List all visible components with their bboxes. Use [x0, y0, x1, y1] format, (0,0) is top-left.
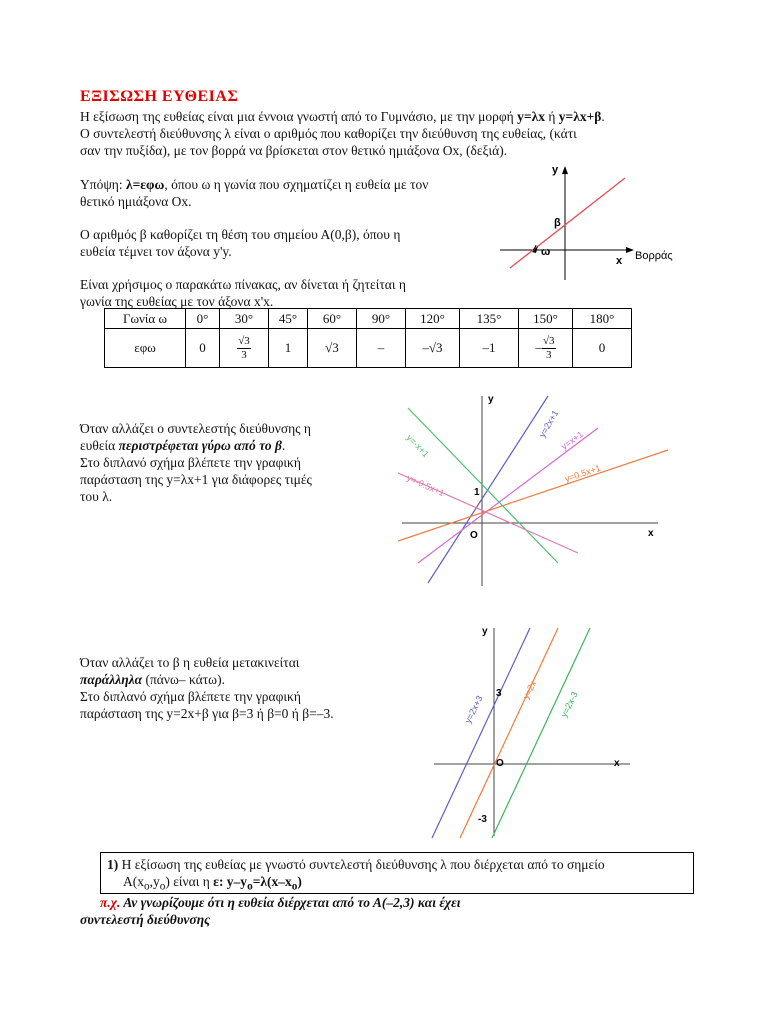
intro-line1: Η εξίσωση της ευθείας είναι μια έννοια γνωστή από το Γυμνάσιο, με την μορφή	[80, 109, 518, 124]
tan-cell: –1	[460, 329, 519, 368]
label-minus-half-x-plus-1: y=-0.5x+1	[405, 472, 446, 499]
fig3-x-label: x	[614, 758, 620, 769]
table-intro-line1: Είναι χρήσιμος ο παρακάτω πίνακας, αν δίνεται ή ζητείται η	[80, 277, 406, 292]
tan-cell: 1	[269, 329, 308, 368]
page-title: ΕΞΙΣΩΣΗ ΕΥΘΕΙΑΣ	[80, 88, 239, 105]
beta-line1: Ο αριθμός β καθορίζει τη θέση του σημείου Α(0,β), όπου η	[80, 227, 401, 242]
beta-paragraph	[80, 226, 400, 260]
note-paragraph	[80, 176, 428, 210]
rotate-paragraph	[80, 420, 312, 505]
fig3-origin-label: O	[496, 758, 504, 769]
tan-cell: –	[357, 329, 406, 368]
label-minus-x-plus-1: y=-x+1	[404, 432, 431, 460]
fig1-y-label: y	[552, 164, 559, 176]
fig1-north-label: Βορράς	[635, 250, 673, 262]
note-formula: λ=εφω	[125, 177, 165, 192]
angle-cell: 0°	[186, 309, 220, 329]
intro-line3: σαν την πυξίδα), με τον βορρά να βρίσκεται στον θετικό ημιάξονα Οx, (δεξιά).	[80, 143, 508, 158]
line-2x-plus-3	[432, 628, 530, 838]
tan-header: εφω	[105, 329, 186, 368]
tan-cell	[220, 329, 269, 368]
formula-y-lx-b: y=λx+β	[558, 109, 602, 124]
label-half-x-plus-1: y=0.5x+1	[563, 462, 602, 484]
shift-line2a: παράλληλα	[80, 672, 143, 687]
intro-line2: Ο συντελεστή διεύθυνσης λ είναι ο αριθμός που καθορίζει την διεύθυνση της ευθείας, (κάτι	[80, 126, 577, 141]
tan-cell	[519, 329, 573, 368]
rotate-line1: Όταν αλλάζει ο συντελεστής διεύθυνσης η	[80, 421, 311, 436]
angle-cell: 120°	[406, 309, 460, 329]
angle-cell: 180°	[573, 309, 632, 329]
shift-line1: Όταν αλλάζει το β η ευθεία μετακινείται	[80, 655, 300, 670]
x-axis-arrow-icon	[626, 247, 634, 253]
tan-cell: –√3	[406, 329, 460, 368]
example-paragraph	[80, 894, 460, 928]
note-rest1: , όπου ω η γωνία που σχηματίζει η ευθεία με τον	[164, 177, 429, 192]
angle-cell: 150°	[519, 309, 573, 329]
formula-box	[100, 852, 694, 894]
example-line2: συντελεστή διεύθυνσης	[80, 912, 211, 927]
table-intro-line2: γωνία της ευθείας με τον άξονα x'x.	[80, 294, 274, 309]
tan-cell: 0	[186, 329, 220, 368]
tan150-num: √3	[542, 334, 555, 347]
label-2x: y=2x	[520, 679, 539, 701]
box-sub4: o	[291, 880, 298, 893]
shift-paragraph	[80, 654, 334, 722]
beta-line2: ευθεία τέμνει τον άξονα y'y.	[80, 244, 232, 259]
shift-line3: Στο διπλανό σχήμα βλέπετε την γραφική	[80, 689, 301, 704]
table-intro	[80, 276, 406, 310]
label-2x-plus-3: y=2x+3	[462, 693, 485, 725]
rotate-line5: του λ.	[80, 489, 113, 504]
angle-row	[105, 309, 632, 329]
box-sub2: o	[159, 880, 166, 893]
box-number: 1)	[107, 857, 119, 872]
fig2-y-label: y	[488, 394, 494, 405]
rotation-graph	[398, 388, 678, 588]
shift-line4: παράσταση της y=2x+β για β=3 ή β=0 ή β=–3.	[80, 706, 334, 721]
box-eq-label: ε: y–y	[213, 874, 248, 889]
box-eq-end: )	[297, 874, 302, 889]
sample-line	[510, 178, 625, 268]
box-text2a: Α(x	[123, 874, 144, 889]
line-2x	[460, 628, 558, 838]
fig1-beta-label: β	[554, 217, 561, 229]
box-text2b: ,y	[149, 874, 160, 889]
box-text2c: ) είναι η	[165, 874, 214, 889]
label-2x-plus-1: y=2x+1	[537, 408, 561, 439]
rotate-line4: παράσταση της y=λx+1 για διάφορες τιμές	[80, 472, 312, 487]
parallel-graph	[430, 620, 650, 840]
fig1-x-label: x	[616, 255, 623, 267]
intro-paragraph	[80, 108, 605, 159]
fig2-x-label: x	[648, 528, 654, 539]
box-eq-mid: =λ(x–x	[252, 874, 292, 889]
label-x-plus-1: y=x+1	[559, 429, 586, 452]
angle-cell: 90°	[357, 309, 406, 329]
angle-cell: 135°	[460, 309, 519, 329]
tan-table	[104, 308, 632, 368]
tan-cell: √3	[308, 329, 357, 368]
angle-cell: 60°	[308, 309, 357, 329]
tan150-den: 3	[545, 348, 552, 361]
line-2x-minus-3	[492, 628, 590, 838]
angle-cell: 30°	[220, 309, 269, 329]
tan-cell: 0	[573, 329, 632, 368]
label-2x-minus-3: y=2x-3	[558, 689, 580, 719]
box-sub3: o	[247, 880, 253, 893]
fig3-y-label: y	[482, 626, 488, 637]
rotate-line2a: ευθεία	[80, 438, 119, 453]
rotate-line3: Στο διπλανό σχήμα βλέπετε την γραφική	[80, 455, 301, 470]
line-x-plus-1	[418, 428, 598, 563]
tan30-den: 3	[241, 348, 247, 361]
example-line1: Αν γνωρίζουμε ότι η ευθεία διέρχεται από το Α(–2,3) και έχει	[120, 895, 461, 910]
fig3-three-label: 3	[496, 688, 502, 699]
fig3-minus-three-label: -3	[478, 814, 487, 825]
intro-end: .	[601, 109, 605, 124]
tan150-sign: –	[535, 338, 542, 354]
line-2x-plus-1	[428, 396, 548, 583]
y-axis-arrow-icon	[562, 166, 568, 174]
angle-diagram	[500, 160, 690, 280]
fig2-origin-label: O	[470, 530, 478, 541]
rotate-line2c: .	[281, 438, 286, 453]
box-sub1: o	[144, 880, 150, 893]
fig1-omega-label: ω	[541, 246, 551, 258]
example-label: π.χ.	[100, 895, 121, 910]
intro-or: ή	[544, 109, 559, 124]
angle-cell: 45°	[269, 309, 308, 329]
angle-header: Γωνία ω	[105, 309, 186, 329]
box-text1: Η εξίσωση της ευθείας με γνωστό συντελεστή διεύθυνσης λ που διέρχεται από το σημείο	[118, 857, 605, 872]
note-rest2: θετικό ημιάξονα Οx.	[80, 194, 192, 209]
rotate-line2b: περιστρέφεται γύρω από το β	[118, 438, 282, 453]
tan30-num: √3	[238, 334, 250, 347]
shift-line2b: (πάνω– κάτω).	[142, 672, 225, 687]
note-label: Υπόψη:	[80, 177, 126, 192]
formula-y-lx: y=λx	[517, 109, 545, 124]
tan-row	[105, 329, 632, 368]
fig2-one-label: 1	[474, 487, 480, 498]
